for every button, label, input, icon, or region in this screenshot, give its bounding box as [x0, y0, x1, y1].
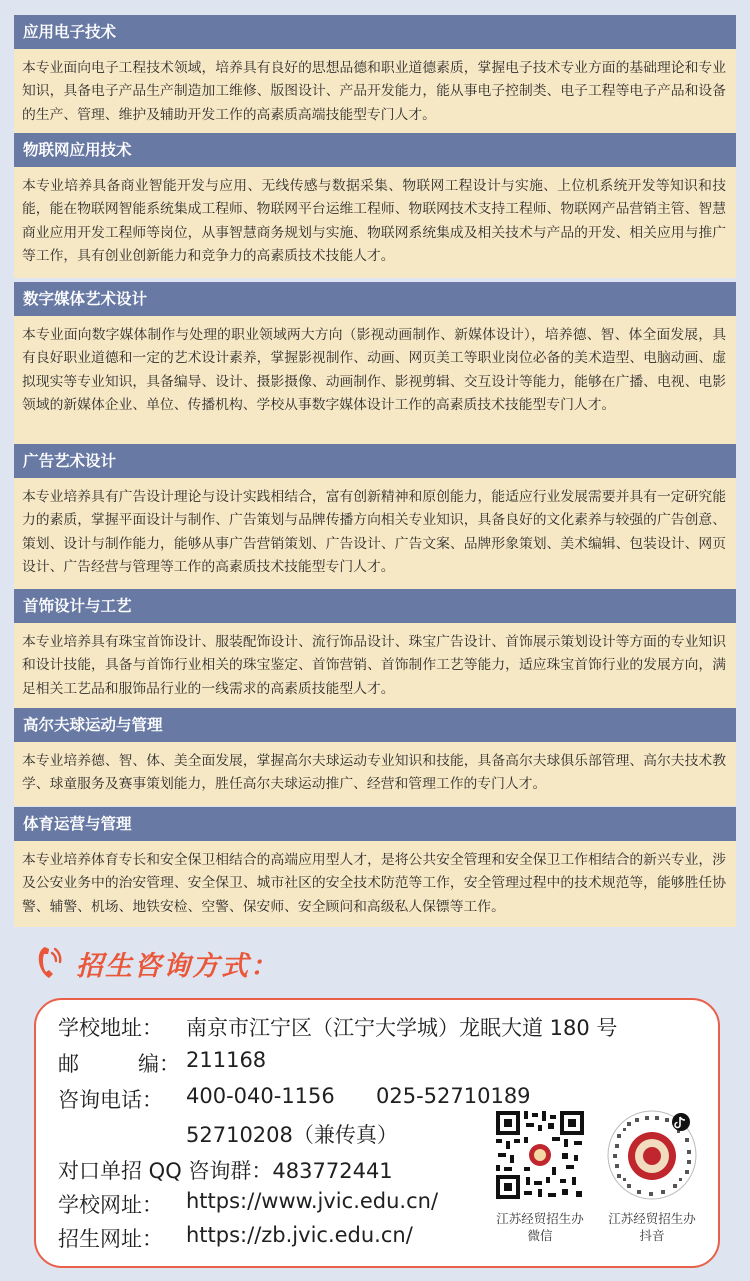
major-section [14, 589, 736, 708]
major-title: 数字媒体艺术设计 [14, 282, 736, 316]
phone-row [58, 1084, 531, 1114]
wechat-qr[interactable] [490, 1108, 590, 1244]
major-section [14, 807, 736, 927]
zip-label-2: 编： [138, 1052, 180, 1076]
wechat-qr-code [493, 1108, 587, 1202]
website-label: 学校网址： [58, 1193, 163, 1217]
douyin-qr[interactable] [602, 1108, 702, 1244]
phone-icon [36, 945, 62, 979]
douyin-qr-code [605, 1108, 699, 1202]
major-section [14, 708, 736, 806]
qq-row [58, 1155, 393, 1185]
website-link[interactable]: https://www.jvic.edu.cn/ [186, 1189, 439, 1213]
major-description: 本专业面向电子工程技术领域，培养具有良好的思想品德和职业道德素质，掌握电子技术专业方面的基础理论和专业知识，具备电子产品生产制造加工维修、版图设计、产品开发能力，能从事电子控制类、电子工程等电子产品和设备的生产、管理、维护及辅助开发工作的高素质高端技能型专门人才。 [14, 49, 736, 155]
zip-row [58, 1048, 358, 1076]
wechat-qr-caption-1: 江苏经贸招生办 [496, 1211, 584, 1226]
major-section [14, 444, 736, 589]
admissions-label: 招生网址： [58, 1227, 163, 1251]
major-title: 高尔夫球运动与管理 [14, 708, 736, 742]
major-description: 本专业培养具有珠宝首饰设计、服装配饰设计、流行饰品设计、珠宝广告设计、首饰展示策划设计等方面的专业知识和设计技能，具备与首饰行业相关的珠宝鉴定、首饰营销、首饰制作工艺等能力，适应珠宝首饰行业的发展方向，满足相关工艺品和服饰品行业的一线需求的高素质技能型人才。 [14, 623, 736, 708]
admissions-row [58, 1223, 413, 1253]
address-value: 南京市江宁区（江宁大学城）龙眠大道 180 号 [186, 1016, 618, 1040]
major-description: 本专业面向数字媒体制作与处理的职业领域两大方向（影视动画制作、新媒体设计），培养德、智、体全面发展，具有良好职业道德和一定的艺术设计素养，掌握影视制作、动画、网页美工等职业岗位必备的美术造型、电脑动画、虚拟现实等专业知识，具备编导、设计、摄影摄像、动画制作、影视剪辑、交互设计等能力，能够在广播、电视、电影领域的新媒体企业、单位、传播机构、学校从事数字媒体设计工作的高素质技术技能型专门人才。 [14, 316, 736, 449]
major-description: 本专业培养德、智、体、美全面发展，掌握高尔夫球运动专业知识和技能，具备高尔夫球俱乐部管理、高尔夫技术教学、球童服务及赛事策划能力，胜任高尔夫球运动推广、经营和管理工作的专门人才。 [14, 742, 736, 806]
contact-header [36, 943, 436, 983]
contact-title: 招生咨询方式： [76, 951, 279, 982]
major-section [14, 133, 736, 278]
address-row [58, 1012, 618, 1042]
qq-value: 483772441 [272, 1159, 393, 1183]
major-description: 本专业培养体育专长和安全保卫相结合的高端应用型人才，是将公共安全管理和安全保卫工作相结合的新兴专业，涉及公安业务中的治安管理、安全保卫、城市社区的安全技术防范等工作，安全管理过程中的技术规范等，能够胜任协警、辅警、机场、地铁安检、空警、保安师、安全顾问和高级私人保镖等工作。 [14, 841, 736, 927]
zip-label-1: 邮 [58, 1052, 79, 1076]
major-title: 首饰设计与工艺 [14, 589, 736, 623]
wechat-qr-caption-2: 微信 [527, 1228, 553, 1243]
address-label: 学校地址： [58, 1016, 163, 1040]
douyin-qr-caption-2: 抖音 [639, 1228, 665, 1243]
phone-value-3: 52710208（兼传真） [186, 1123, 398, 1147]
major-title: 广告艺术设计 [14, 444, 736, 478]
phone-value-1: 400-040-1156 [186, 1084, 335, 1108]
zip-value: 211168 [186, 1048, 267, 1072]
qq-label: 对口单招 QQ 咨询群： [58, 1159, 273, 1183]
major-description: 本专业培养具备商业智能开发与应用、无线传感与数据采集、物联网工程设计与实施、上位机系统开发等知识和技能，能在物联网智能系统集成工程师、物联网平台运维工程师、物联网技术支持工程师、物联网产品营销主管、智慧商业应用开发工程师等岗位，从事智慧商务规划与实施、物联网系统集成及相关技术与产品的开发、相关应用与推广等工作，具有创业创新能力和竞争力的高素质技术技能人才。 [14, 167, 736, 278]
major-title: 物联网应用技术 [14, 133, 736, 167]
website-row [58, 1189, 439, 1219]
major-description: 本专业培养具有广告设计理论与设计实践相结合，富有创新精神和原创能力，能适应行业发展需要并具有一定研究能力的素质，掌握平面设计与制作、广告策划与品牌传播方向相关专业知识，具备良好的文化素养与较强的广告创意、策划、设计与制作能力，能够从事广告营销策划、广告设计、广告文案、品牌形象策划、美术编辑、包装设计、网页设计、广告经营与管理等工作的高素质技术技能型专门人才。 [14, 478, 736, 589]
major-section [14, 282, 736, 449]
phone-label: 咨询电话： [58, 1088, 163, 1112]
phone-value-2: 025-52710189 [376, 1084, 531, 1108]
douyin-qr-caption-1: 江苏经贸招生办 [608, 1211, 696, 1226]
major-title: 体育运营与管理 [14, 807, 736, 841]
admissions-link[interactable]: https://zb.jvic.edu.cn/ [186, 1223, 413, 1247]
fax-row [58, 1119, 458, 1147]
major-title: 应用电子技术 [14, 15, 736, 49]
contact-info-box [34, 998, 720, 1268]
